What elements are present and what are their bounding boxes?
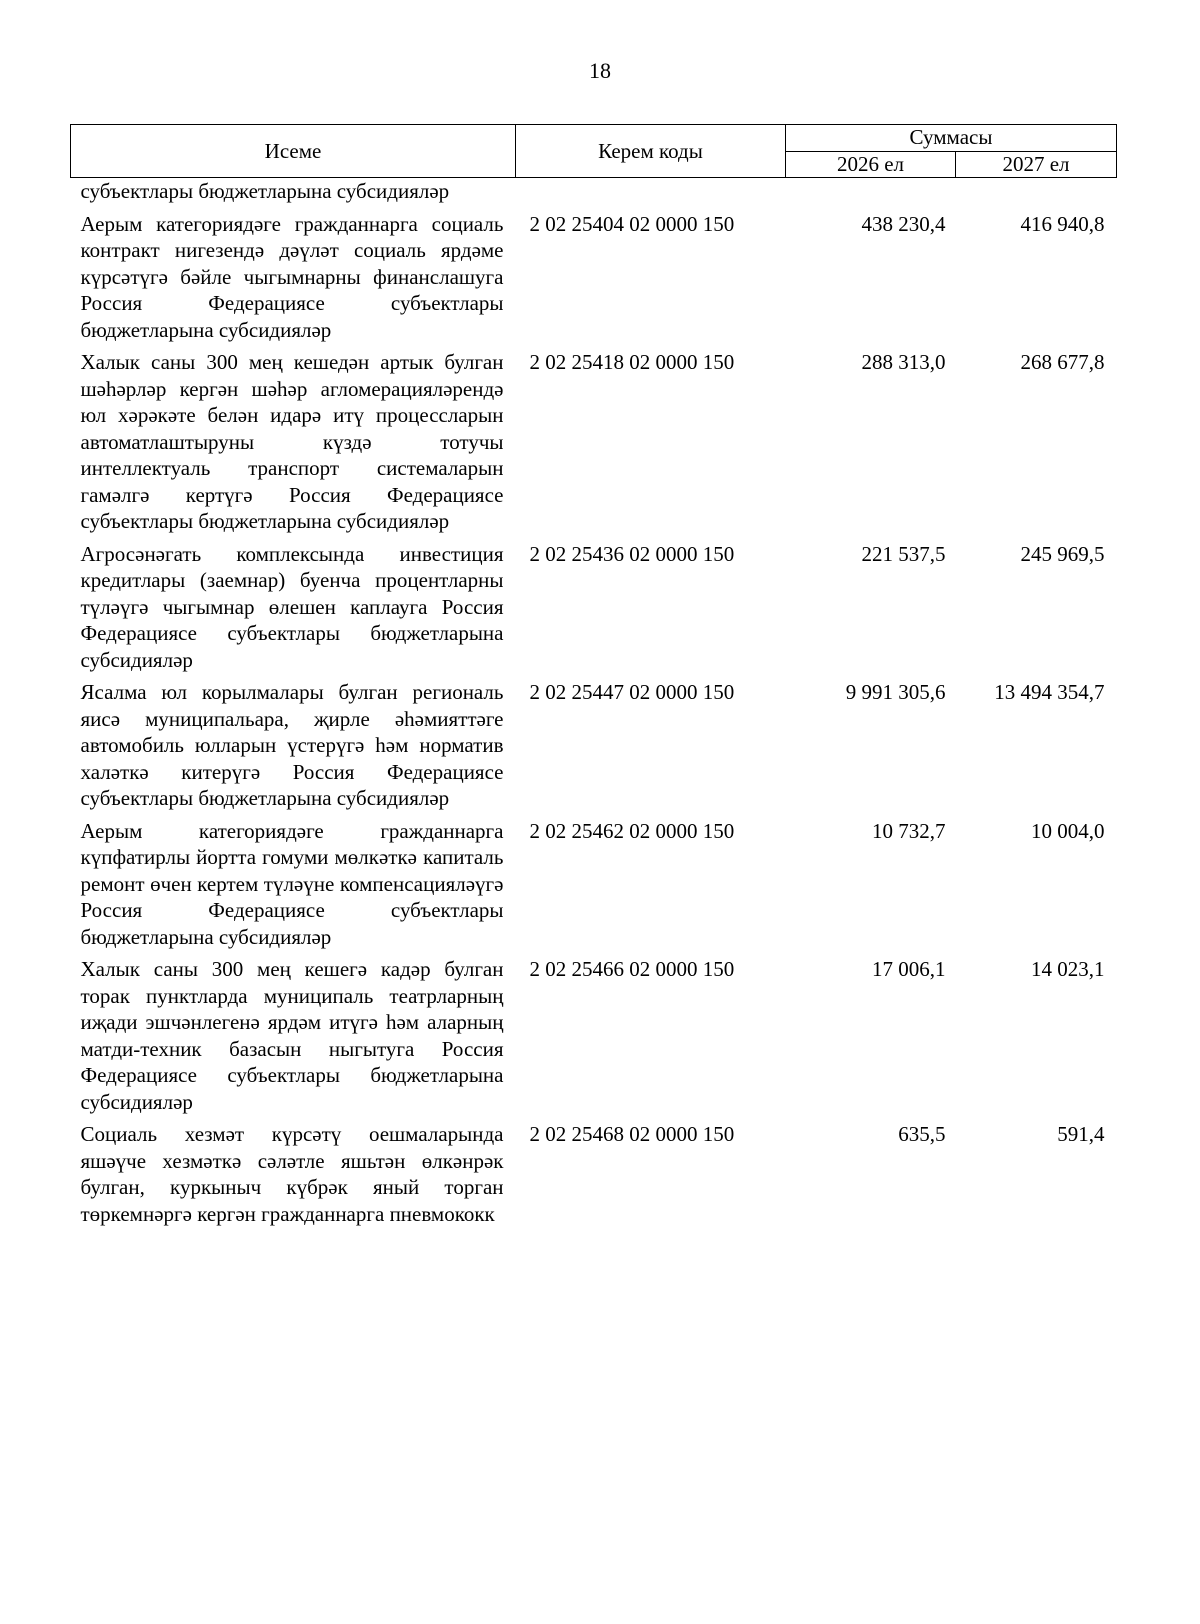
table-row: [71, 818, 1117, 957]
row-name: Халык саны 300 мең кешегә кадәр булган торак пунктларда муниципаль театрларның иҗади эшчәнлегенә ярдәм итүгә һәм аларның матди-техник базасын ныгытуга Россия Федерациясе субъектлары бюджетларына субсидияләр: [80, 957, 504, 1114]
row-name: Агросәнәгать комплексында инвестиция кредитлары (заемнар) буенча процентларны түләүгә чыгымнар өлешен каплауга Россия Федерациясе субъектлары бюджетларына субсидияләр: [80, 541, 504, 672]
table-row: [71, 541, 1117, 680]
row-code: [516, 178, 786, 211]
row-amount-2026: 9 991 305,6: [845, 680, 946, 704]
page-number: 18: [589, 58, 611, 83]
table-row: [71, 956, 1117, 1121]
table-row: [71, 1121, 1117, 1233]
row-code: 2 02 25466 02 0000 150: [529, 957, 735, 981]
row-amount-2026: 221 537,5: [861, 541, 946, 566]
row-amount-2027: 14 023,1: [1031, 957, 1105, 981]
row-amount-2027: 10 004,0: [1031, 818, 1105, 843]
row-code: 2 02 25404 02 0000 150: [529, 211, 735, 236]
row-amount-2027: 591,4: [1057, 1122, 1105, 1146]
row-amount-2027: 416 940,8: [1020, 211, 1105, 236]
header-year-2026: 2026 ел: [786, 151, 956, 178]
row-name: Социаль хезмәт күрсәтү оешмаларында яшәүче хезмәткә сәләтле яшьтән өлкәнрәк булган, куркыныч күбрәк яный торган төркемнәргә кергән гражданнарга пневмококк: [80, 1122, 504, 1226]
row-code: 2 02 25418 02 0000 150: [529, 350, 735, 374]
row-amount-2026: 438 230,4: [861, 211, 946, 236]
header-name: Исеме: [71, 125, 516, 178]
row-code: 2 02 25468 02 0000 150: [529, 1122, 735, 1146]
row-code: 2 02 25447 02 0000 150: [529, 680, 735, 704]
row-code: 2 02 25462 02 0000 150: [529, 818, 735, 843]
header-year-2027: 2027 ел: [956, 151, 1117, 178]
header-code: Керем коды: [516, 125, 786, 178]
budget-table: [70, 124, 1117, 1233]
table-header: [71, 125, 1117, 178]
header-sums: Суммасы: [786, 125, 1117, 152]
row-name: Аерым категориядәге гражданнарга күпфатирлы йортта гомуми мөлкәткә капиталь ремонт өчен кертем түләүне компенсацияләүгә Россия Федерациясе субъектлары бюджетларына субсидияләр: [80, 818, 504, 949]
row-code: 2 02 25436 02 0000 150: [529, 541, 735, 566]
row-amount-2027: 245 969,5: [1020, 541, 1105, 566]
table-row: [71, 679, 1117, 818]
row-amount-2027: 13 494 354,7: [994, 680, 1105, 704]
table-row: [71, 178, 1117, 211]
row-amount-2026: 17 006,1: [872, 957, 946, 981]
row-name: Ясалма юл корылмалары булган региональ яисә муниципальара, җирле әһәмияттәге автомобиль юлларын үстерүгә һәм норматив халәткә китерүгә Россия Федерациясе субъектлары бюджетларына субсидияләр: [80, 680, 504, 810]
row-amount-2026: 635,5: [898, 1122, 946, 1146]
row-name: Аерым категориядәге гражданнарга социаль контракт нигезендә дәүләт социаль ярдәме күрсәтүгә бәйле чыгымнарны финанслашуга Россия Федерациясе субъектлары бюджетларына субсидияләр: [80, 211, 504, 342]
table-row: [71, 349, 1117, 541]
row-amount-2027: [956, 178, 1117, 211]
row-amount-2026: [786, 178, 956, 211]
row-amount-2026: 10 732,7: [872, 818, 946, 843]
row-amount-2026: 288 313,0: [861, 350, 946, 374]
row-amount-2027: 268 677,8: [1020, 350, 1105, 374]
row-name: Халык саны 300 мең кешедән артык булган шәһәрләр кергән шәһәр агломерацияләрендә юл хәрәкәте белән идарә итү процессларын автоматлаштыруны күздә тотучы интеллектуаль транспорт системаларын гамәлгә кертүгә Россия Федерациясе субъектлары бюджетларына субсидияләр: [80, 350, 504, 533]
row-name: субъектлары бюджетларына субсидияләр: [80, 179, 450, 203]
table-body: [71, 178, 1117, 1234]
table-row: [71, 211, 1117, 350]
